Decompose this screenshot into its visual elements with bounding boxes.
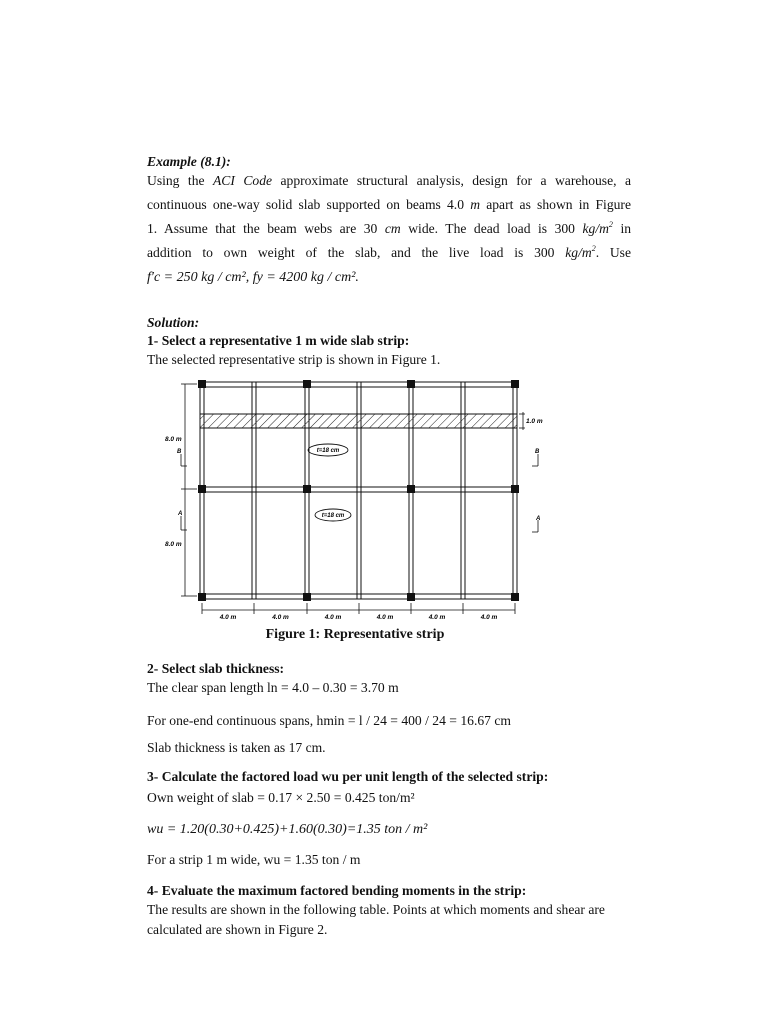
- span-label: 4.0 m: [376, 614, 394, 621]
- step-4-heading: 4- Evaluate the maximum factored bending moments in the strip:: [147, 883, 527, 898]
- span-dimension-line: [202, 603, 515, 614]
- step-4-text-1: The results are shown in the following table. Points at which moments and shear are: [147, 902, 605, 917]
- section-markers: [181, 454, 541, 532]
- example-title: Example (8.1):: [147, 154, 231, 169]
- step-3-heading: 3- Calculate the factored load wu per unit length of the selected strip:: [147, 769, 549, 784]
- span-label: 4.0 m: [324, 614, 342, 621]
- span-label: 4.0 m: [219, 614, 237, 621]
- span-label: 4.0 m: [480, 614, 498, 621]
- span-label: 4.0 m: [272, 614, 289, 621]
- slab-plan-figure: [147, 370, 567, 626]
- material-properties: f′c = 250 kg / cm², fy = 4200 kg / cm².: [147, 270, 359, 285]
- slab-thickness-line: Slab thickness is taken as 17 cm.: [147, 740, 326, 755]
- section-a-left: A: [178, 511, 183, 517]
- section-b-left: B: [177, 449, 182, 455]
- figure-caption: Figure 1: Representative strip: [265, 627, 445, 642]
- problem-line-1: Using the ACI Code approximate structural analysis, design for a warehouse, a: [147, 173, 631, 188]
- clear-span-line: The clear span length ln = 4.0 – 0.30 = 3.70 m: [147, 680, 399, 695]
- strip-width-dimension: [519, 412, 525, 430]
- thickness-label-top: t=18 cm: [316, 448, 340, 454]
- strip-width-label: 1.0 m: [526, 418, 543, 425]
- problem-line-3: 1. Assume that the beam webs are 30 cm wide. The dead load is 300 $kg/m^2$ in: [147, 220, 632, 236]
- step-1-text: The selected representative strip is shown in Figure 1.: [147, 352, 441, 367]
- strip-load-line: For a strip 1 m wide, wu = 1.35 ton / m: [147, 852, 361, 867]
- step-4-text-2: calculated are shown in Figure 2.: [147, 922, 328, 937]
- step-1-heading: 1- Select a representative 1 m wide slab strip:: [147, 333, 410, 348]
- solution-title: Solution:: [147, 315, 200, 330]
- span-label: 4.0 m: [428, 614, 446, 621]
- height-label-top: 8.0 m: [165, 436, 182, 443]
- own-weight-line: Own weight of slab = 0.17 × 2.50 = 0.425 ton/m²: [147, 790, 415, 805]
- factored-load-equation: wu = 1.20(0.30+0.425)+1.60(0.30)=1.35 ton / m²: [147, 822, 428, 837]
- thickness-label-bottom: t=18 cm: [321, 513, 345, 519]
- height-dimension-left: [181, 384, 197, 596]
- columns: [198, 380, 519, 601]
- step-2-heading: 2- Select slab thickness:: [147, 661, 285, 676]
- height-label-bottom: 8.0 m: [165, 541, 182, 548]
- span-labels: [219, 614, 498, 621]
- problem-line-4: addition to own weight of the slab, and the live load is 300 $kg/m^2$. Use: [147, 244, 631, 260]
- problem-line-2: continuous one-way solid slab supported on beams 4.0 m apart as shown in Figure: [147, 197, 631, 212]
- min-thickness-line: For one-end continuous spans, hmin = l / 24 = 400 / 24 = 16.67 cm: [147, 713, 511, 728]
- section-b-right: B: [535, 449, 540, 455]
- representative-strip: [200, 414, 517, 428]
- section-a-right: A: [536, 516, 541, 522]
